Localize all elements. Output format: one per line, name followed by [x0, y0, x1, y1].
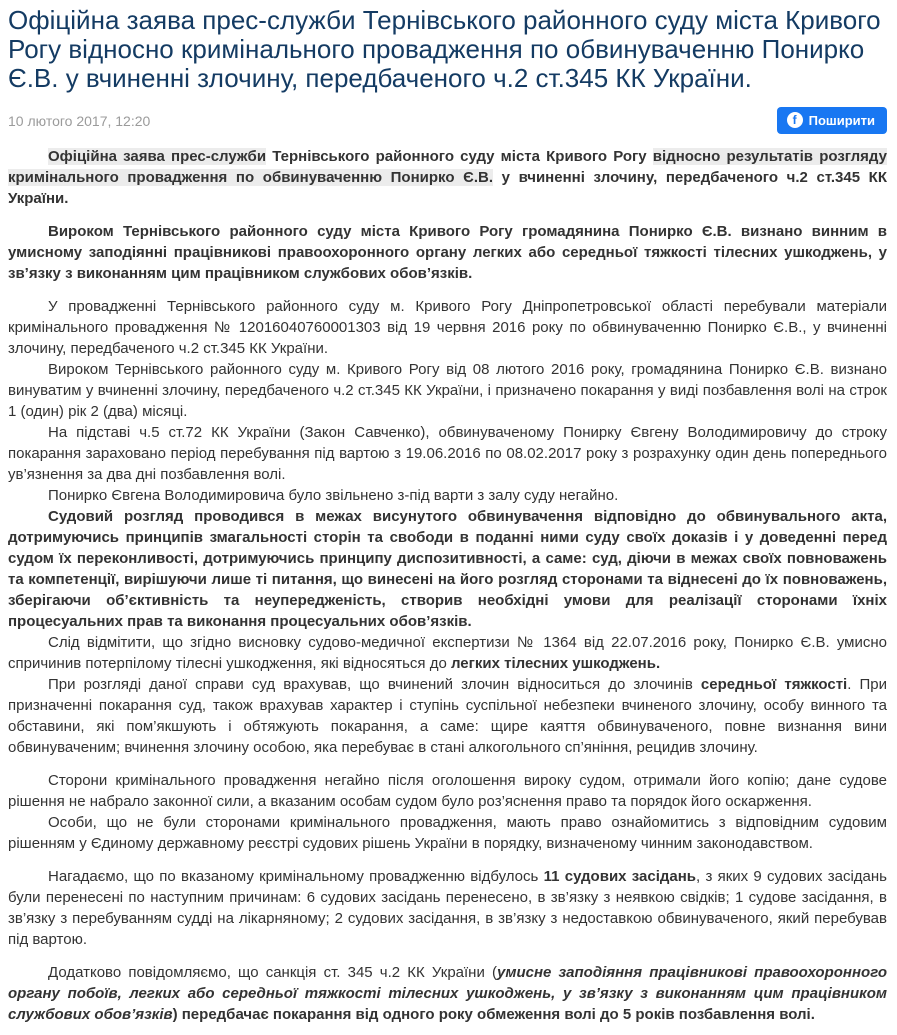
- text-run: На підставі ч.5 ст.72 КК України (Закон Савченко), обвинуваченому Понирку Євгену Володимировичу до строку покарання зараховано період перебування під вартою з 19.06.2016 по 08.02.2017 року з розрахунку один день попереднього ув’язнення за два дні позбавлення волі.: [8, 424, 887, 483]
- text-run: Слід відмітити, що згідно висновку судово-медичної експертизи № 1364 від 22.07.2016 року, Понирко Є.В. умисно спричинив потерпілому тілесні ушкодження, які відносяться до: [8, 634, 887, 672]
- paragraph: [8, 359, 887, 422]
- paragraph: [8, 485, 887, 506]
- text-run: Сторони кримінального провадження негайно після оголошення вироку судом, отримали його копію; дане судове рішення не набрало законної сили, а вказаним особам судом було роз’яснення право та порядок його оскарження.: [8, 772, 887, 810]
- publish-date: 10 лютого 2017, 12:20: [8, 112, 151, 129]
- paragraph: [8, 866, 887, 950]
- text-run: Судовий розгляд проводився в межах висунутого обвинувачення відповідно до обвинувального акта, дотримуючись принципів змагальності сторін та свободи в поданні ними суду своїх доказів і у доведенні перед судом їх переконливості, дотримуючись принципу диспозитивності, а саме: суд, діючи в межах своїх повноважень та компетенції, вирішуючи лише ті питання, що винесені на його розгляд сторонами та віднесені до їх повноважень, зберігаючи об’єктивність та неупередженість, створив необхідні умови для реалізації сторонами їхніх процесуальних прав та виконання процесуальних обов’язків.: [8, 508, 887, 630]
- paragraph: [8, 146, 887, 209]
- paragraph: [8, 674, 887, 758]
- paragraph: [8, 221, 887, 284]
- text-run: Нагадаємо, що по вказаному кримінальному провадженню відбулось: [48, 868, 544, 885]
- facebook-share-button[interactable]: [777, 107, 887, 134]
- paragraph: [8, 506, 887, 632]
- text-run: ): [172, 1006, 182, 1023]
- text-run: відносно результатів розгляду кримінального провадження по обвинуваченню Понирко Є.В.: [8, 148, 887, 186]
- paragraph: [8, 770, 887, 812]
- facebook-icon: f: [787, 112, 803, 128]
- text-run: , з яких 9 судових засідань були перенесені по наступним причинам: 6 судових засідань перенесено, в зв’язку з неявкою свідків; 1 судове засідання, в зв’язку з перебуванням судді на лікарняному; 2 судових засідання, в зв’язку з недоставкою обвинуваченого, який перебував під вартою.: [8, 868, 887, 948]
- paragraph: [8, 422, 887, 485]
- text-run: у вчиненні злочину, передбаченого ч.2 ст.345 КК України.: [8, 169, 887, 207]
- text-run: . При призначенні покарання суд, також врахував характер і ступінь суспільної небезпеки вчиненого злочину, особу винного та обставини, які пом’якшують і обтяжують покарання, а саме: щире каяття обвинуваченого, повне визнання вини обвинуваченим; вчинення злочину особою, яка перебуває в стані алкогольного сп’яніння, рецидив злочину.: [8, 676, 887, 756]
- article-body: [8, 146, 887, 1025]
- text-run: При розгляді даної справи суд врахував, що вчинений злочин відноситься до злочинів: [48, 676, 701, 693]
- paragraph: [8, 296, 887, 359]
- text-run: Додатково повідомляємо, що санкція ст. 345 ч.2 КК України (: [48, 964, 497, 981]
- text-run: Понирко Євгена Володимировича було звільнено з-під варти з залу суду негайно.: [48, 487, 619, 504]
- text-run: умисне заподіяння працівникові правоохоронного органу побоїв, легких або середньої тяжкості тілесних ушкоджень, у зв’язку з виконанням цим працівником службових обов’язків: [8, 964, 887, 1023]
- text-run: легких тілесних ушкоджень.: [450, 655, 661, 672]
- text-run: Вироком Тернівського районного суду м. Кривого Рогу від 08 лютого 2016 року, громадянина Понирко Є.В. визнано винуватим у вчиненні злочину, передбаченого ч.2 ст.345 КК України, і призначено покарання у виді позбавлення волі на строк 1 (один) рік 2 (два) місяці.: [8, 361, 887, 420]
- share-button-label: Поширити: [808, 112, 875, 128]
- paragraph: [8, 812, 887, 854]
- text-run: Особи, що не були сторонами кримінального провадження, мають право ознайомитись з відповідним судовим рішенням у Єдиному державному реєстрі судових рішень України в порядку, визначеному чинним законодавством.: [8, 814, 887, 852]
- text-run: У провадженні Тернівського районного суду м. Кривого Рогу Дніпропетровської області перебували матеріали кримінального провадження № 12016040760001303 від 19 червня 2016 року по обвинуваченню Понирко Є.В., у вчиненні злочину, передбаченого ч.2 ст.345 КК України.: [8, 298, 887, 357]
- text-run: 11 судових засідань: [543, 868, 697, 885]
- text-run: Офіційна заява прес-служби: [48, 148, 267, 165]
- text-run: середньої тяжкості: [700, 676, 848, 693]
- text-run: передбачає покарання від одного року обмеження волі до 5 років позбавлення волі.: [181, 1006, 815, 1023]
- page-title: Офіційна заява прес-служби Тернівського районного суду міста Кривого Рогу відносно кримінального провадження по обвинуваченню Понирко Є.В. у вчиненні злочину, передбаченого ч.2 ст.345 КК України.: [8, 5, 881, 93]
- text-run: Тернівського районного суду міста Кривого Рогу: [266, 148, 653, 165]
- meta-row: [8, 107, 887, 134]
- paragraph: [8, 962, 887, 1025]
- text-run: Вироком Тернівського районного суду міста Кривого Рогу громадянина Понирко Є.В. визнано винним в умисному заподіянні працівникові правоохоронного органу легких або середньої тяжкості тілесних ушкоджень, у зв’язку з виконанням цим працівником службових обов’язків.: [8, 223, 887, 282]
- paragraph: [8, 632, 887, 674]
